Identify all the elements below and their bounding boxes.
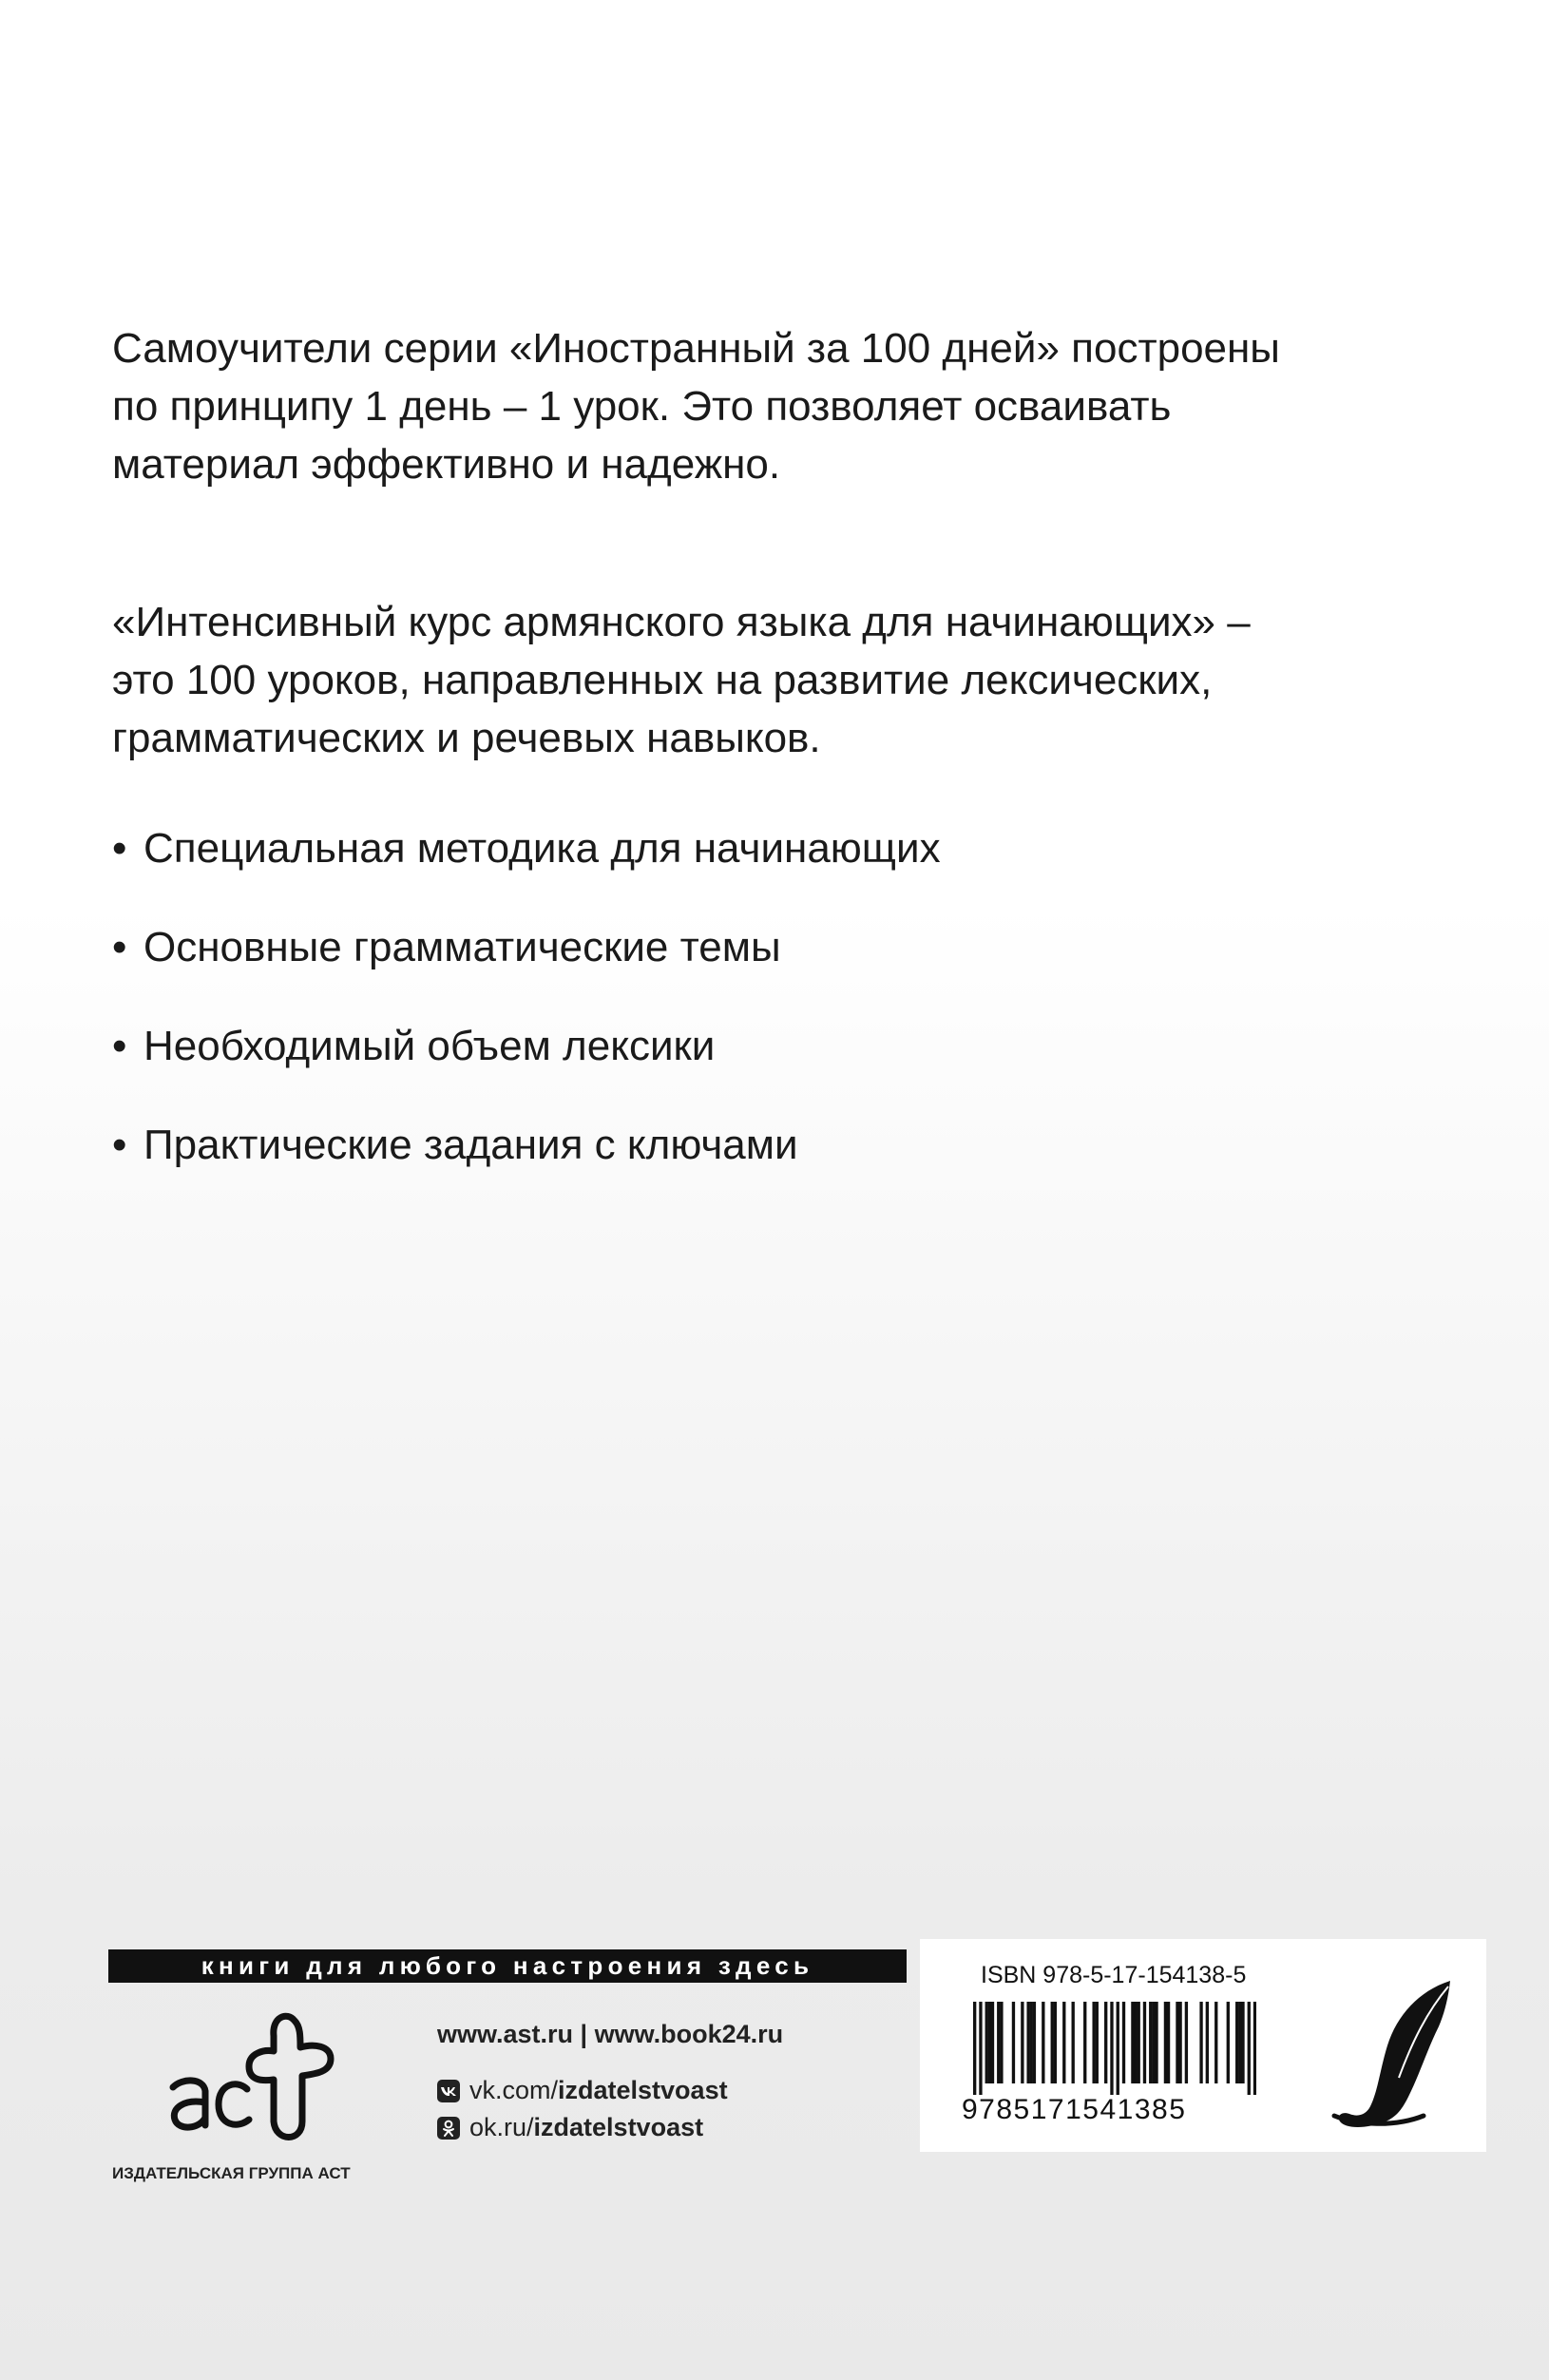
barcode-bar [1214, 2002, 1217, 2083]
barcode-bar [1152, 2002, 1155, 2083]
vk-handle: izdatelstvoast [558, 2076, 728, 2104]
description-line: по принципу 1 день – 1 урок. Это позволяет осваивать [112, 383, 1172, 430]
barcode-bar [1042, 2002, 1044, 2083]
bullet-text: Необходимый объем лексики [143, 1023, 716, 1069]
feature-bullet [112, 1017, 715, 1075]
barcode-bar [1122, 2002, 1125, 2083]
barcode-bar [1030, 2002, 1033, 2083]
vk-link[interactable] [437, 2072, 783, 2109]
barcode-bar [997, 2002, 1000, 2083]
barcode-bar [988, 2002, 991, 2083]
bullet-mark: • [112, 825, 127, 872]
ok-link[interactable] [437, 2109, 783, 2146]
barcode-bar [1178, 2002, 1181, 2083]
barcode-bar [1072, 2002, 1075, 2083]
bullet-mark: • [112, 1023, 127, 1069]
barcode-bar [1062, 2002, 1065, 2083]
barcode-bar [1235, 2002, 1238, 2083]
ean-digits: 9785171541385 [962, 2094, 1187, 2125]
quill-icon [1329, 1973, 1462, 2133]
barcode-bar [991, 2002, 994, 2083]
barcode-bar [1096, 2002, 1099, 2083]
vk-icon [437, 2080, 460, 2102]
isbn-number: ISBN 978-5-17-154138-5 [981, 1962, 1247, 1988]
bullet-text: Основные грамматические темы [143, 924, 781, 970]
barcode-bar [1185, 2002, 1188, 2083]
barcode-bar [1117, 2002, 1119, 2095]
barcode-bar [1206, 2002, 1209, 2083]
feature-bullet [112, 819, 941, 877]
barcode-bar [1238, 2002, 1241, 2083]
barcode-bar [1104, 2002, 1107, 2083]
bullet-mark: • [112, 1122, 127, 1168]
barcode-bar [1143, 2002, 1146, 2083]
bullet-text: Практические задания с ключами [143, 1122, 798, 1168]
barcode-bar [1149, 2002, 1152, 2083]
barcode-bar [1227, 2002, 1230, 2083]
website-links[interactable]: www.ast.ru | www.book24.ru [437, 2020, 784, 2048]
description-line: это 100 уроков, направленных на развитие лексических, [112, 657, 1213, 703]
bullet-text: Специальная методика для начинающих [143, 825, 941, 872]
description-line: Самоучители серии «Иностранный за 100 дней» построены [112, 325, 1280, 372]
ok-prefix: ok.ru/ [469, 2113, 534, 2141]
tagline-bar: книги для любого настроения здесь [108, 1949, 907, 1983]
publisher-group-name: ИЗДАТЕЛЬСКАЯ ГРУППА АСТ [112, 2164, 351, 2182]
feature-bullet [112, 1116, 798, 1174]
barcode-bar [1248, 2002, 1251, 2095]
ast-logo [162, 2004, 342, 2156]
barcode-bar [1021, 2002, 1023, 2083]
course-description [112, 593, 1462, 767]
barcode-bar [1110, 2002, 1113, 2095]
description-line: материал эффективно и надежно. [112, 441, 781, 488]
barcode-bar [985, 2002, 988, 2083]
publisher-links [437, 2020, 783, 2146]
barcode-bar [1253, 2002, 1256, 2095]
series-description [112, 319, 1462, 493]
odnoklassniki-icon [437, 2117, 460, 2140]
barcode-bar [1083, 2002, 1086, 2083]
barcode-bar [1026, 2002, 1029, 2083]
barcode-bar [1054, 2002, 1057, 2083]
barcode-bar [1000, 2002, 1003, 2083]
barcode-bar [1134, 2002, 1137, 2083]
barcode-bar [1176, 2002, 1178, 2083]
description-line: грамматических и речевых навыков. [112, 715, 821, 761]
barcode-bar [1051, 2002, 1054, 2083]
vk-prefix: vk.com/ [469, 2076, 559, 2104]
bullet-mark: • [112, 924, 127, 970]
barcode-bar [1199, 2002, 1202, 2083]
barcode-bar [1033, 2002, 1036, 2083]
barcode-bar [1131, 2002, 1134, 2083]
barcode [973, 2002, 1256, 2095]
barcode-bar [979, 2002, 982, 2095]
barcode-bar [1012, 2002, 1015, 2083]
feature-bullet [112, 918, 781, 976]
barcode-bar [973, 2002, 976, 2095]
isbn-box [920, 1939, 1486, 2152]
barcode-bar [1092, 2002, 1095, 2083]
barcode-bar [1155, 2002, 1157, 2083]
barcode-bar [1167, 2002, 1170, 2083]
barcode-bar [1164, 2002, 1167, 2083]
ok-handle: izdatelstvoast [533, 2113, 704, 2141]
barcode-bar [1138, 2002, 1140, 2083]
description-line: «Интенсивный курс армянского языка для начинающих» – [112, 599, 1251, 645]
barcode-bar [1241, 2002, 1244, 2083]
